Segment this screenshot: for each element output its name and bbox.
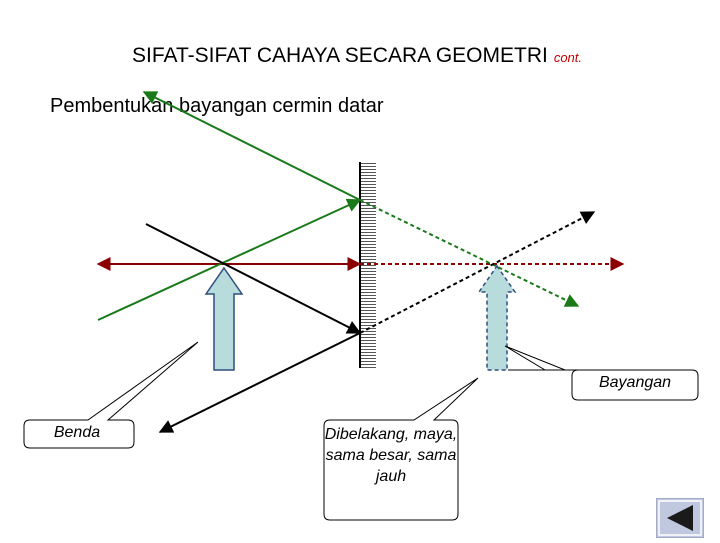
image-properties-note: Dibelakang, maya, sama besar, sama jauh (324, 426, 458, 485)
image-callout-bubble (505, 346, 578, 370)
slide-subtitle: Pembentukan bayangan cermin datar (50, 95, 384, 117)
image-label: Bayangan (598, 374, 672, 391)
black-virtual-extension (360, 212, 594, 333)
back-button[interactable] (656, 498, 704, 538)
black-incident-ray (146, 224, 360, 333)
slide-title-suffix: cont. (553, 50, 583, 65)
triangle-left-icon (656, 498, 704, 538)
green-virtual-extension (360, 200, 578, 306)
object-arrow (206, 268, 242, 370)
object-label: Benda (53, 424, 101, 441)
green-reflected-ray (144, 92, 360, 200)
slide-title-text: SIFAT-SIFAT CAHAYA SECARA GEOMETRI (132, 44, 548, 67)
image-arrow (479, 266, 515, 370)
